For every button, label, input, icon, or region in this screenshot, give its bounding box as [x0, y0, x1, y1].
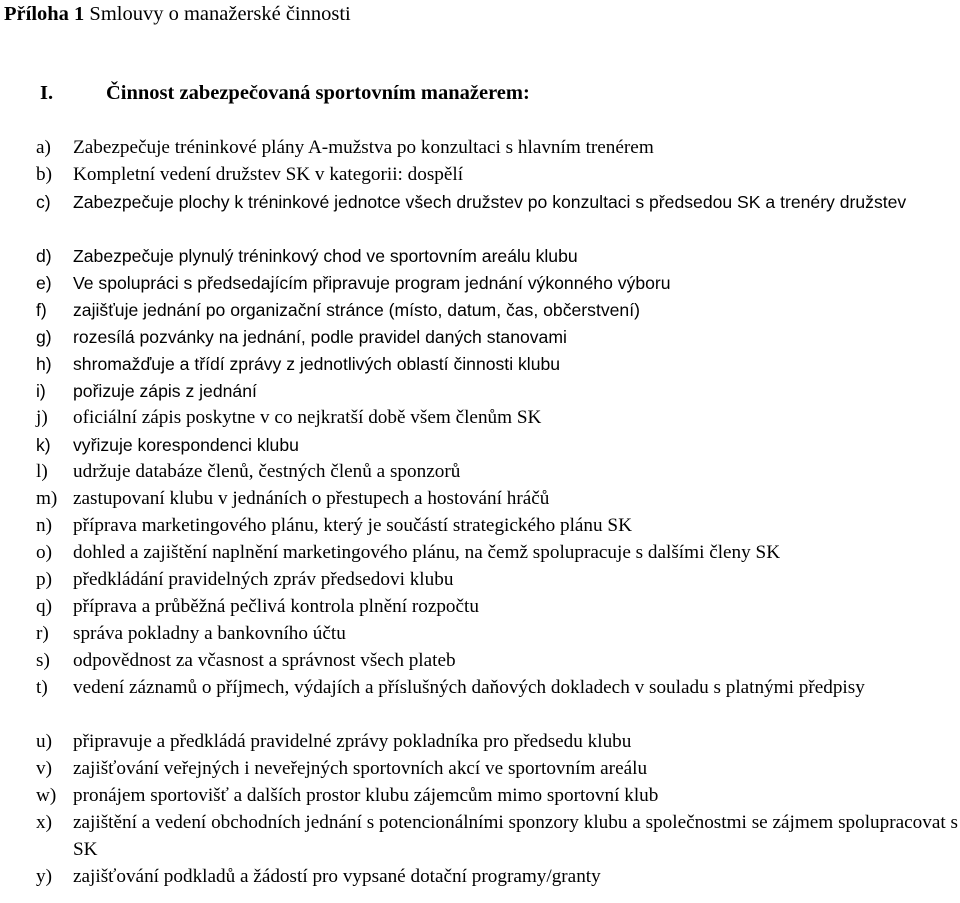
- list-item: [36, 729, 958, 756]
- list-item: [36, 405, 958, 432]
- list-item: [36, 540, 958, 567]
- section-title: Činnost zabezpečovaná sportovním manažerem:: [106, 82, 530, 104]
- list-item-text: oficiální zápis poskytne v co nejkratší době všem členům SK: [73, 407, 542, 428]
- list-item-text: pořizuje zápis z jednání: [73, 381, 257, 401]
- list-item-letter: u): [36, 731, 52, 752]
- list-item: [36, 756, 958, 783]
- list-item-letter: w): [36, 785, 57, 806]
- list-item-text: Zabezpečuje plochy k tréninkové jednotce všech družstev po konzultaci s předsedou SK a trenéry družstev: [73, 192, 907, 212]
- list-item: [36, 378, 958, 405]
- list-item-letter: d): [36, 246, 52, 266]
- list-item-text: vedení záznamů o příjmech, výdajích a příslušných daňových dokladech v souladu s platnými předpisy: [73, 677, 865, 698]
- list-item-letter: b): [36, 164, 52, 185]
- list-item-text: shromažďuje a třídí zprávy z jednotlivých oblastí činnosti klubu: [73, 354, 561, 374]
- list-item-letter: p): [36, 569, 52, 590]
- list-item: [36, 594, 958, 621]
- document-title: [4, 1, 351, 27]
- list-item-text: příprava a průběžná pečlivá kontrola plnění rozpočtu: [73, 596, 479, 617]
- list-item: [36, 432, 958, 459]
- list-item-letter: f): [36, 300, 47, 320]
- list-item-text: vyřizuje korespondenci klubu: [73, 435, 299, 455]
- list-item-letter: x): [36, 812, 52, 833]
- list-item-text: příprava marketingového plánu, který je součástí strategického plánu SK: [73, 515, 632, 536]
- list-item-letter: q): [36, 596, 52, 617]
- list-item-letter: r): [36, 623, 49, 644]
- list-item-letter: h): [36, 354, 52, 374]
- list-item: [36, 243, 958, 270]
- list-item-text: dohled a zajištění naplnění marketingového plánu, na čemž spolupracuje s dalšími členy SK: [73, 542, 781, 563]
- list-item: [36, 270, 958, 297]
- list-item-text: zajišťuje jednání po organizační stránce (místo, datum, čas, občerstvení): [73, 300, 640, 320]
- list-item-letter: s): [36, 650, 50, 671]
- list-item: [36, 513, 958, 540]
- section-heading: [40, 80, 530, 106]
- list-item: [36, 783, 958, 810]
- list-item-letter: y): [36, 866, 52, 887]
- list-item-text: odpovědnost za včasnost a správnost všech plateb: [73, 650, 456, 671]
- list-item-letter: l): [36, 461, 48, 482]
- list-item-text: pronájem sportovišť a dalších prostor klubu zájemcům mimo sportovní klub: [73, 785, 659, 806]
- list-item-letter: v): [36, 758, 52, 779]
- list-item-letter: c): [36, 192, 51, 212]
- list-item-letter: o): [36, 542, 52, 563]
- section-number: I.: [40, 82, 54, 104]
- list-item: [36, 189, 958, 216]
- list-item: [36, 162, 958, 189]
- list-item-letter: k): [36, 435, 51, 455]
- list-item-text: předkládání pravidelných zpráv předsedovi klubu: [73, 569, 454, 590]
- list-item-letter: a): [36, 137, 51, 158]
- list-item: [36, 297, 958, 324]
- list-item-text: Ve spolupráci s předsedajícím připravuje program jednání výkonného výboru: [73, 273, 671, 293]
- list-item-text: udržuje databáze členů, čestných členů a sponzorů: [73, 461, 461, 482]
- list-item-text: zajištění a vedení obchodních jednání s potencionálními sponzory klubu a společnostmi se zájmem spolupracovat s SK: [73, 812, 958, 860]
- list-item-text: zajišťování podkladů a žádostí pro vypsané dotační programy/granty: [73, 866, 601, 887]
- annex-label: Příloha 1: [4, 3, 85, 25]
- list-item: [36, 567, 958, 594]
- list-item-letter: i): [36, 381, 46, 401]
- list-item-text: zajišťování veřejných i neveřejných sportovních akcí ve sportovním areálu: [73, 758, 648, 779]
- list-item-text: Zabezpečuje plynulý tréninkový chod ve sportovním areálu klubu: [73, 246, 578, 266]
- list-item: [36, 648, 958, 675]
- list-item-letter: t): [36, 677, 48, 698]
- list-item-letter: j): [36, 407, 48, 428]
- list-item-text: zastupovaní klubu v jednáních o přestupech a hostování hráčů: [73, 488, 550, 509]
- list-item: [36, 486, 958, 513]
- list-item-text: Kompletní vedení družstev SK v kategorii: dospělí: [73, 164, 464, 185]
- list-item-letter: m): [36, 488, 58, 509]
- list-item: [36, 459, 958, 486]
- list-item: [36, 864, 958, 891]
- list-item-text: připravuje a předkládá pravidelné zprávy pokladníka pro předsedu klubu: [73, 731, 632, 752]
- list-item-text: rozesílá pozvánky na jednání, podle pravidel daných stanovami: [73, 327, 567, 347]
- list-item: [36, 621, 958, 648]
- list-item: [36, 135, 958, 162]
- list-item: [36, 675, 958, 702]
- list-item-letter: e): [36, 273, 52, 293]
- list-item: [36, 351, 958, 378]
- list-item-letter: g): [36, 327, 52, 347]
- list-item: [36, 324, 958, 351]
- annex-subtitle: Smlouvy o manažerské činnosti: [89, 3, 351, 25]
- list-item-text: Zabezpečuje tréninkové plány A-mužstva po konzultaci s hlavním trenérem: [73, 137, 654, 158]
- list-item-text: správa pokladny a bankovního účtu: [73, 623, 346, 644]
- list-item: [36, 810, 958, 864]
- list-item-letter: n): [36, 515, 52, 536]
